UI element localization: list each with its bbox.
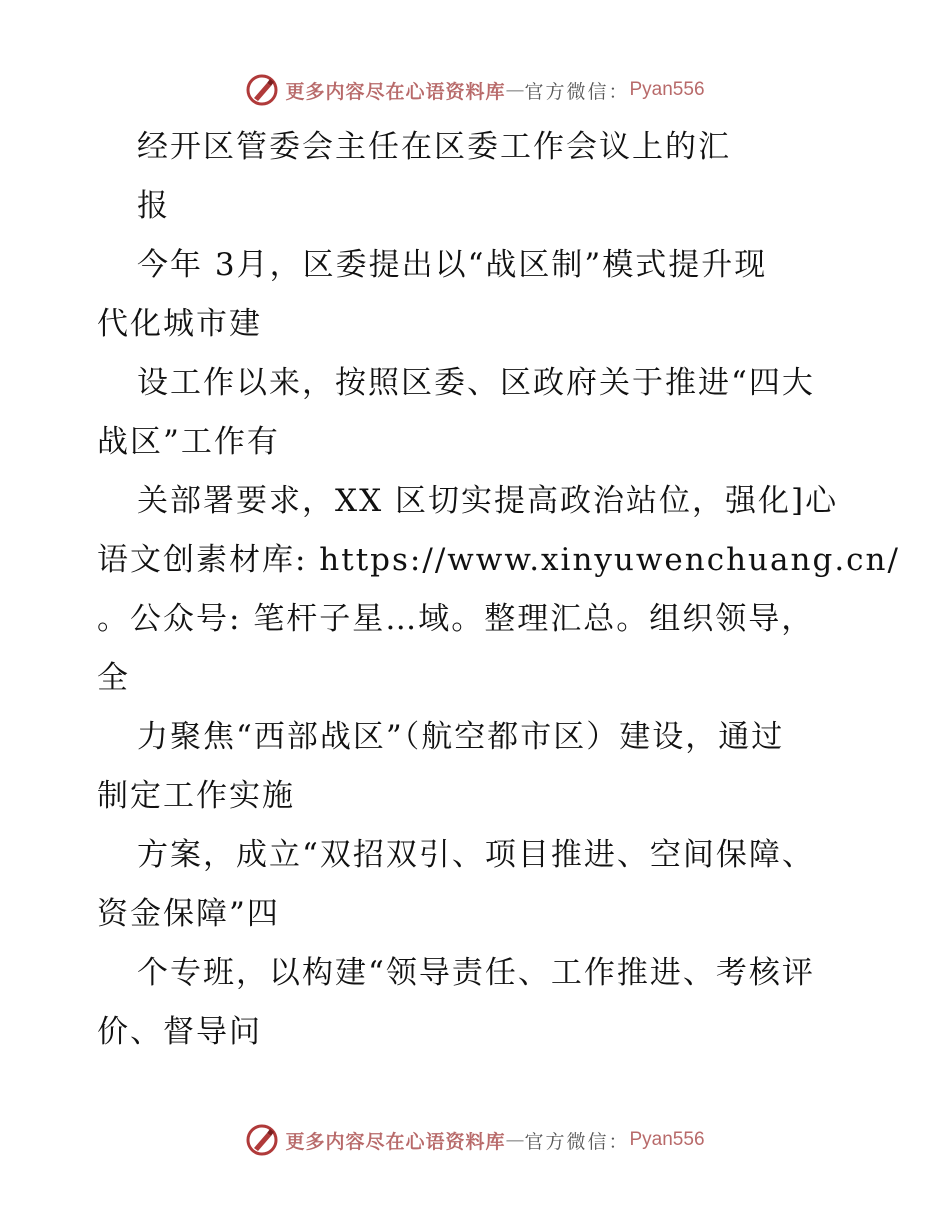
- banner-wechat-id: Pyan556: [629, 1129, 705, 1150]
- banner-main-text: 更多内容尽在心语资料库: [285, 1130, 506, 1153]
- document-body: [97, 118, 900, 1062]
- pen-logo-icon: [245, 73, 279, 107]
- body-line: 价、督导问: [97, 1014, 262, 1050]
- body-line: 今年 3月，区委提出以“战区制”模式提升现: [137, 247, 768, 283]
- body-line: 力聚焦“西部战区”（航空都市区）建设，通过: [137, 719, 785, 755]
- body-line: 全: [97, 660, 130, 696]
- body-line: 方案，成立“双招双引、项目推进、空间保障、: [137, 837, 815, 873]
- banner-wechat-id: Pyan556: [629, 79, 705, 100]
- banner-main-text: 更多内容尽在心语资料库: [285, 80, 506, 103]
- body-line: 经开区管委会主任在区委工作会议上的汇: [137, 129, 731, 165]
- body-line: 个专班，以构建“领导责任、工作推进、考核评: [137, 955, 815, 991]
- body-line: 制定工作实施: [97, 778, 295, 814]
- body-line: 报: [137, 188, 170, 224]
- body-line: 战区”工作有: [97, 424, 280, 460]
- body-line: 设工作以来，按照区委、区政府关于推进“四大: [137, 365, 815, 401]
- header-banner: [0, 70, 950, 110]
- body-line: 。公众号: 笔杆子星…域。整理汇总。组织领导，: [97, 601, 815, 637]
- body-line: 语文创素材库: https://www.xinyuwenchuang.cn/: [97, 542, 900, 578]
- banner-label: 官方微信：: [524, 1130, 630, 1153]
- footer-banner: [0, 1120, 950, 1160]
- banner-separator: —: [505, 79, 525, 101]
- body-line: 资金保障”四: [97, 896, 280, 932]
- pen-logo-icon: [245, 1123, 279, 1157]
- body-line: 关部署要求，XX 区切实提高政治站位，强化]心: [137, 483, 839, 519]
- banner-separator: —: [505, 1129, 525, 1151]
- body-line: 代化城市建: [97, 306, 262, 342]
- banner-label: 官方微信：: [524, 80, 630, 103]
